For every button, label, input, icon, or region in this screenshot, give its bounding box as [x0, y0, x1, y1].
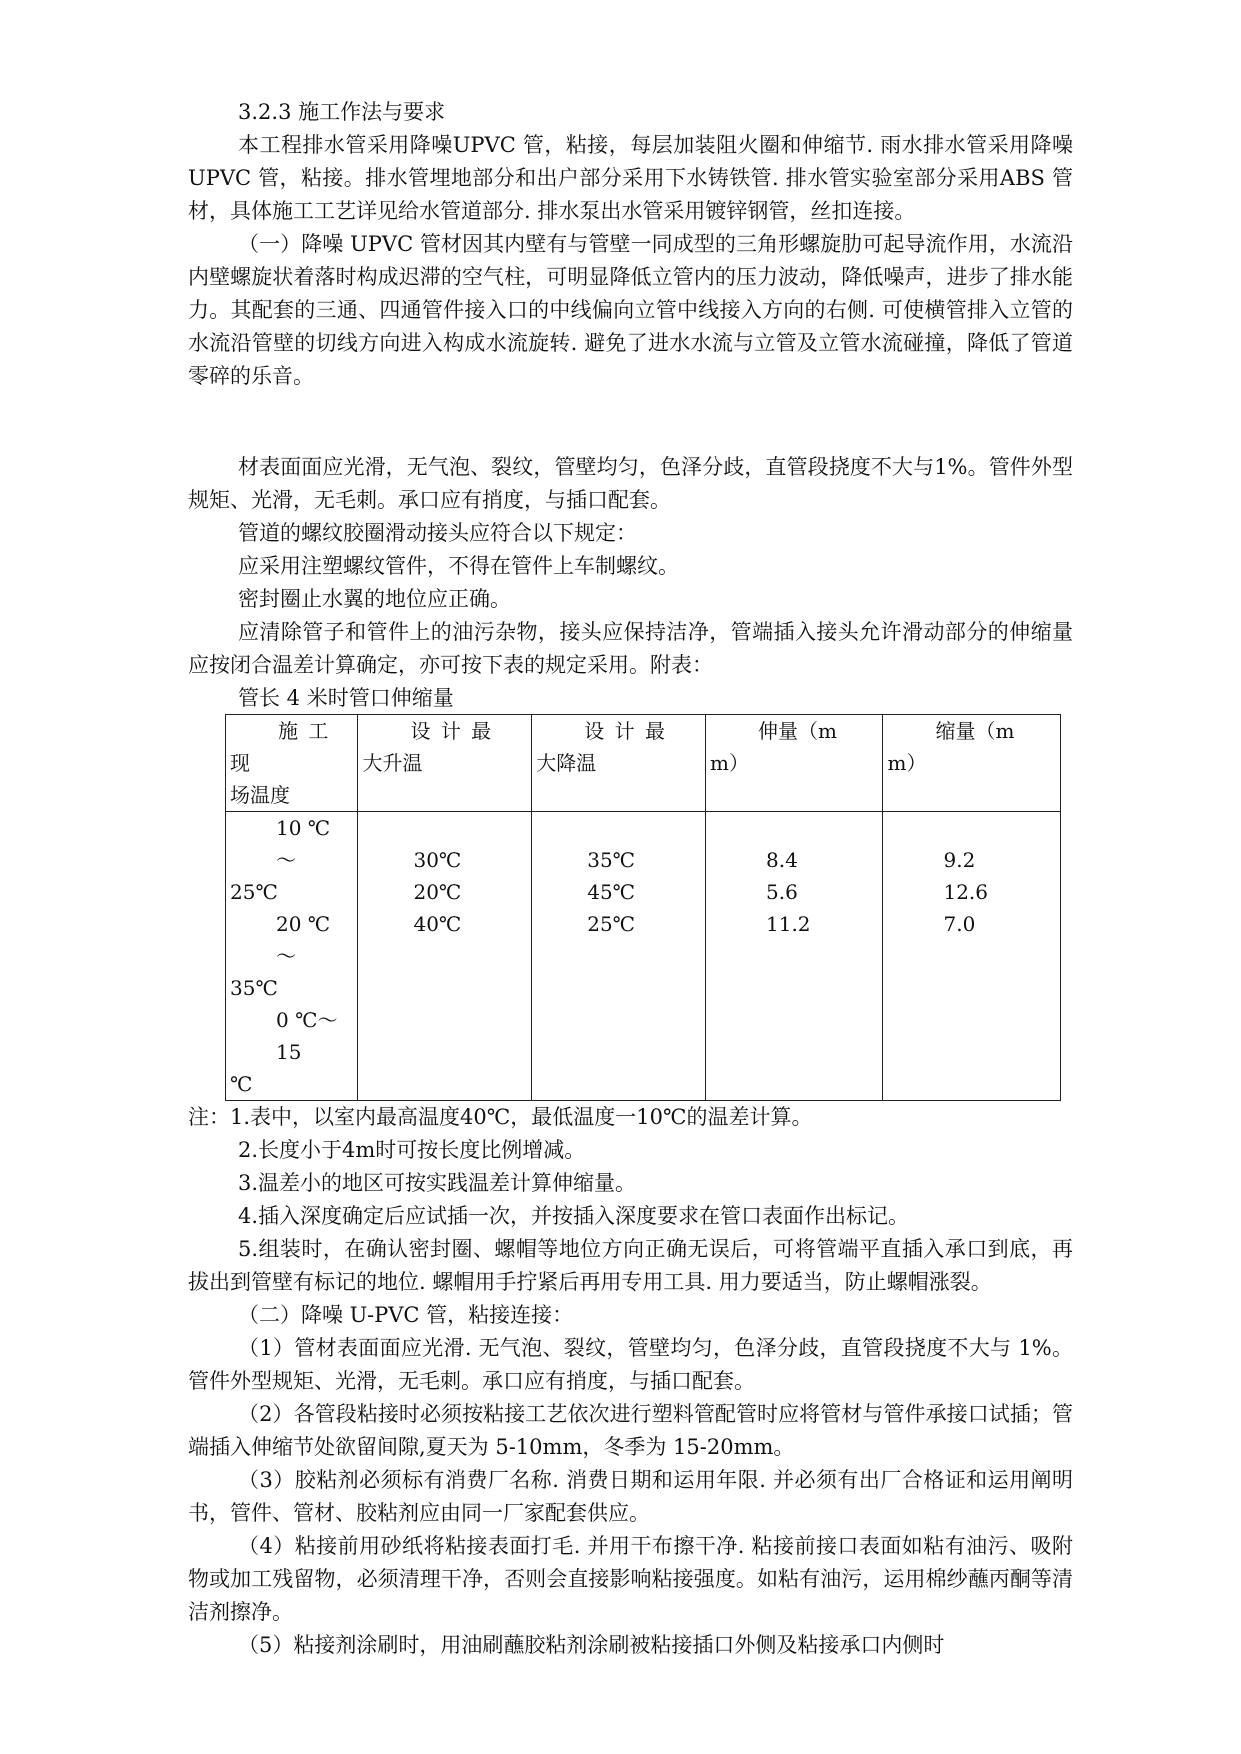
- cell-max-drop: 35℃ 45℃ 25℃: [532, 812, 706, 1101]
- header-site-temp: 施 工 现 场温度: [226, 715, 358, 812]
- table-row: [226, 812, 1061, 1101]
- table-header-row: [226, 715, 1061, 812]
- header-extension: 伸量（m m）: [706, 715, 883, 812]
- intro-paragraph: 本工程排水管采用降噪UPVC 管，粘接，每层加装阻火圈和伸缩节. 雨水排水管采用降噪UPVC 管，粘接。排水管埋地部分和出户部分采用下水铸铁管. 排水管实验室部分采用ABS 管材，具体施工工艺详见给水管道部分. 排水泵出水管采用镀锌钢管，丝扣连接。: [188, 133, 1073, 223]
- header-max-rise: 设 计 最 大升温: [358, 715, 532, 812]
- upvc-spiral-paragraph: （一）降噪 UPVC 管材因其内壁有与管壁一同成型的三角形螺旋肋可起导流作用，水流沿内壁螺旋状着落时构成迟滞的空气柱，可明显降低立管内的压力波动，降低噪声，进步了排水能力。其配套的三通、四通管件接入口的中线偏向立管中线接入方向的右侧. 可使横管排入立管的水流沿管壁的切线方向进入构成水流旋转. 避免了进水水流与立管及立管水流碰撞，降低了管道零碎的乐音。: [188, 232, 1073, 388]
- note-2: 2.长度小于4m时可按长度比例增减。: [238, 1138, 586, 1162]
- document-body: [188, 96, 1073, 1662]
- cell-site-temps: 10 ℃ ～ 25℃ 20 ℃ ～ 35℃ 0 ℃～15 ℃: [226, 812, 358, 1101]
- table-caption: 管长 4 米时管口伸缩量: [238, 686, 454, 710]
- header-max-drop: 设 计 最 大降温: [532, 715, 706, 812]
- note-5: 5.组装时，在确认密封圈、螺帽等地位方向正确无误后，可将管端平直插入承口到底，再拔出到管壁有标记的地位. 螺帽用手拧紧后再用专用工具. 用力要适当，防止螺帽涨裂。: [188, 1237, 1073, 1294]
- blank-gap: [188, 393, 1073, 451]
- rule-item-3: 应清除管子和管件上的油污杂物，接头应保持洁净，管端插入接头允许滑动部分的伸缩量应按闭合温差计算确定，亦可按下表的规定采用。附表：: [188, 620, 1073, 677]
- note-4: 4.插入深度确定后应试插一次，并按插入深度要求在管口表面作出标记。: [238, 1204, 910, 1228]
- note-1: 注：1.表中，以室内最高温度40℃，最低温度一10℃的温差计算。: [188, 1105, 813, 1129]
- expansion-table: [225, 714, 1061, 1101]
- cell-extension: 8.4 5.6 11.2: [706, 812, 883, 1101]
- rule-intro: 管道的螺纹胶圈滑动接头应符合以下规定：: [238, 521, 637, 545]
- step-2: （2）各管段粘接时必须按粘接工艺依次进行塑料管配管时应将管材与管件承接口试插；管端插入伸缩节处欲留间隙,夏天为 5-10mm，冬季为 15-20mm。: [188, 1402, 1073, 1459]
- rule-item-2: 密封圈止水翼的地位应正确。: [238, 587, 511, 611]
- section-heading: 3.2.3 施工作法与要求: [238, 100, 446, 124]
- step-5: （5）粘接剂涂刷时，用油刷蘸胶粘剂涂刷被粘接插口外侧及粘接承口内侧时: [238, 1633, 945, 1657]
- section-two-heading: （二）降噪 U-PVC 管，粘接连接：: [238, 1303, 574, 1327]
- note-3: 3.温差小的地区可按实践温差计算伸缩量。: [238, 1171, 637, 1195]
- cell-contraction: 9.2 12.6 7.0: [883, 812, 1061, 1101]
- surface-paragraph: 材表面面应光滑，无气泡、裂纹，管壁均匀，色泽分歧，直管段挠度不大与1%。管件外型规矩、光滑，无毛刺。承口应有捎度，与插口配套。: [188, 455, 1073, 512]
- step-1: （1）管材表面面应光滑. 无气泡、裂纹，管壁均匀，色泽分歧，直管段挠度不大与 1%。管件外型规矩、光滑，无毛刺。承口应有捎度，与插口配套。: [188, 1336, 1073, 1393]
- step-4: （4）粘接前用砂纸将粘接表面打毛. 并用干布擦干净. 粘接前接口表面如粘有油污、吸附物或加工残留物，必须清理干净，否则会直接影响粘接强度。如粘有油污，运用棉纱蘸丙酮等清洁剂擦净。: [188, 1534, 1073, 1624]
- rule-item-1: 应采用注塑螺纹管件，不得在管件上车制螺纹。: [238, 554, 679, 578]
- header-contraction: 缩量（m m）: [883, 715, 1061, 812]
- step-3: （3）胶粘剂必须标有消费厂名称. 消费日期和运用年限. 并必须有出厂合格证和运用阐明书，管件、管材、胶粘剂应由同一厂家配套供应。: [188, 1468, 1073, 1525]
- cell-max-rise: 30℃ 20℃ 40℃: [358, 812, 532, 1101]
